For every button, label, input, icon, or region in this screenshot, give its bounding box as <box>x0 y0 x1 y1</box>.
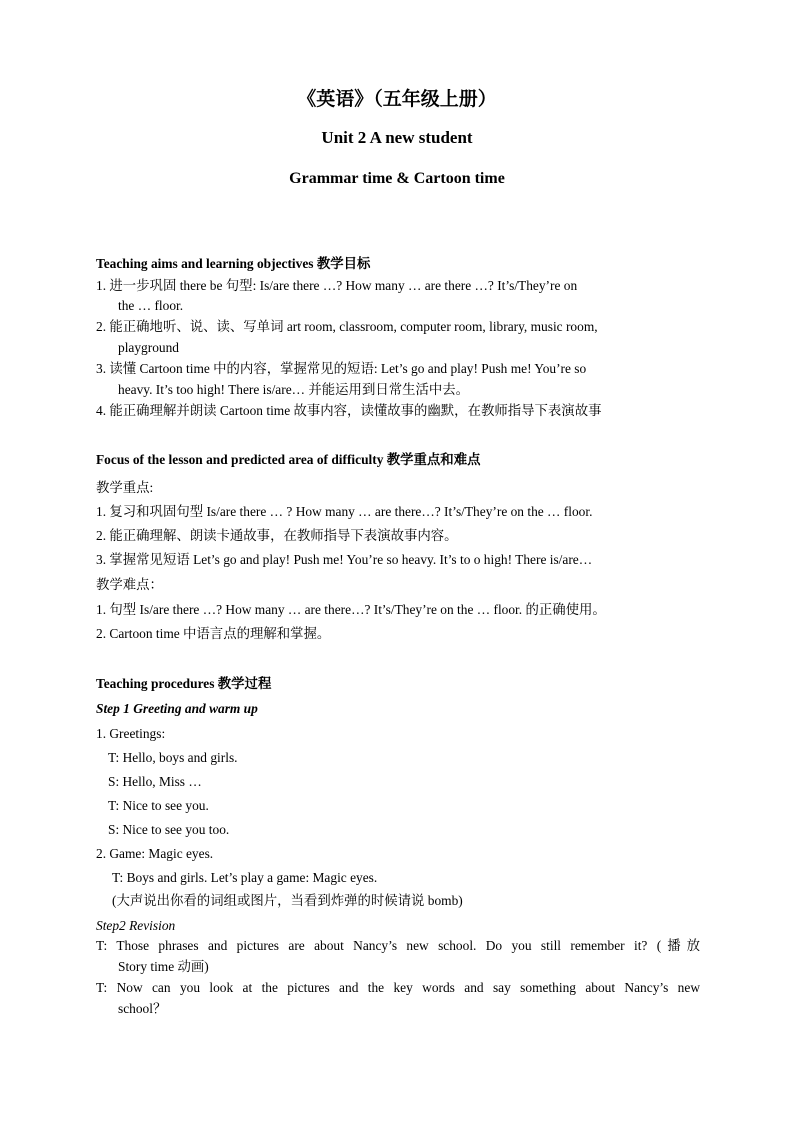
key-point-1: 1. 复习和巩固句型 Is/are there … ? How many … are there…? It’s/They’re on the … floor. <box>96 504 593 519</box>
greetings-label: 1. Greetings: <box>96 726 166 741</box>
revision-line-2-cont: school？ <box>118 1001 167 1016</box>
step-2-heading: Step2 Revision <box>96 918 176 933</box>
aim-item-2-line-1: 2. 能正确地听、说、读、写单词 art room, classroom, computer room, library, music room, <box>96 319 598 334</box>
focus-heading: Focus of the lesson and predicted area of difficulty 教学重点和难点 <box>96 452 481 467</box>
unit-title: Unit 2 A new student <box>321 128 473 147</box>
dialogue-line: S: Nice to see you too. <box>108 822 230 837</box>
procedures-heading: Teaching procedures 教学过程 <box>96 676 272 691</box>
aim-item-1-line-2: the … floor. <box>118 298 184 313</box>
lesson-subtitle: Grammar time & Cartoon time <box>289 170 505 187</box>
aim-item-2-line-2: playground <box>118 340 179 355</box>
revision-line-2: T: Now can you look at the pictures and the key words and say something about Nancy’s new <box>96 980 700 995</box>
aim-item-3-line-2: heavy. It’s too high! There is/are… 并能运用到日常生活中去。 <box>118 382 470 397</box>
key-point-2: 2. 能正确理解、朗读卡通故事，在教师指导下表演故事内容。 <box>96 528 458 543</box>
game-note: (大声说出你看的词组或图片，当看到炸弹的时候请说 bomb) <box>112 893 463 908</box>
dialogue-line: T: Nice to see you. <box>108 798 209 813</box>
game-instruction: T: Boys and girls. Let’s play a game: Magic eyes. <box>112 870 378 885</box>
aim-item-3-line-1: 3. 读懂 Cartoon time 中的内容，掌握常见的短语: Let’s go and play! Push me! You’re so <box>96 361 587 376</box>
key-points-label: 教学重点: <box>96 480 154 495</box>
dialogue-line: S: Hello, Miss … <box>108 774 202 789</box>
difficulty-1: 1. 句型 Is/are there …? How many … are there…? It’s/They’re on the … floor. 的正确使用。 <box>96 602 606 617</box>
key-point-3: 3. 掌握常见短语 Let’s go and play! Push me! You’re so heavy. It’s to o high! There is/are… <box>96 552 593 567</box>
document-title: 《英语》（五年级上册） <box>297 89 497 110</box>
game-label: 2. Game: Magic eyes. <box>96 846 214 861</box>
step-1-heading: Step 1 Greeting and warm up <box>96 701 258 716</box>
aim-item-4: 4. 能正确理解并朗读 Cartoon time 故事内容，读懂故事的幽默，在教师指导下表演故事 <box>96 403 602 418</box>
difficulty-2: 2. Cartoon time 中语言点的理解和掌握。 <box>96 626 331 641</box>
aims-heading: Teaching aims and learning objectives 教学目标 <box>96 256 371 271</box>
revision-line-1: T: Those phrases and pictures are about Nancy’s new school. Do you still remember it? (播放 <box>96 938 700 953</box>
aim-item-1-line-1: 1. 进一步巩固 there be 句型: Is/are there …? How many … are there …? It’s/They’re on <box>96 278 578 293</box>
dialogue-line: T: Hello, boys and girls. <box>108 750 238 765</box>
revision-line-1-cont: Story time 动画) <box>118 959 209 974</box>
difficulty-label: 教学难点： <box>96 577 163 592</box>
